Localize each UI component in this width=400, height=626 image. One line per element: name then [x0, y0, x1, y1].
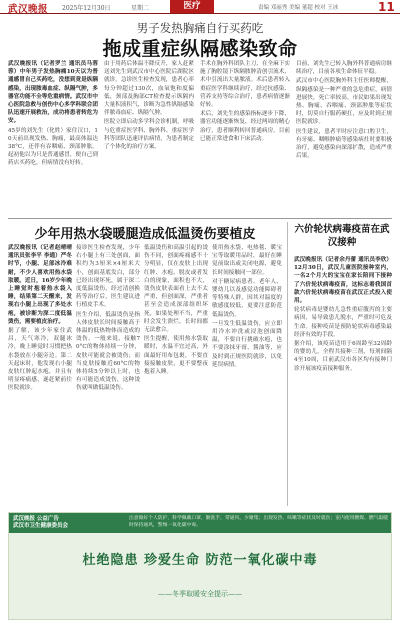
page-number: 11	[378, 0, 395, 14]
story3-paragraph: 据介绍，该疫苗适用于6周龄至32周龄的婴幼儿，全程共接种三剂，每剂间隔4至10周，目前武汉市各区均有接种门诊开展该疫苗接种服务。	[294, 341, 392, 372]
story1-paragraph: 45岁的刘先生（化姓）家住汉口，10天前出现发热、胸痛，最高体温达38°C，还伴有吞咽痛、颈部肿胀。起初他以为只是普通感冒，便自己到药店买药吃，但病情没有好转。	[8, 127, 98, 167]
story3-headline: 六价轮状病毒疫苗在武汉接种	[294, 224, 390, 248]
ad-slogan: 杜绝隐患 珍爱生命 防范一氧化碳中毒	[82, 553, 318, 568]
story1-paragraph: 手术在胸外科团队主刀，在全麻下实施了胸腔镜下纵隔脓肿清创引流术，术中引流出大量脓液。术后患者转入重症医学科继续治疗，经过抗感染、营养支持等综合治疗，患者病情逐渐好转。	[200, 61, 290, 109]
newspaper-logo: 武汉晚报	[8, 4, 49, 15]
story2-paragraph: 医生提醒，使用热水袋取暖时，水温不宜过高，外面最好用布包裹，不要直接接触皮肤，更不要整夜抱着入睡。	[144, 336, 208, 376]
section-tag: 医疗	[170, 0, 214, 13]
ad-header-band	[9, 513, 391, 533]
ad-guidelines: 注意做好个人防护，科学佩戴口罩，勤洗手，常通风，少聚集；出现发热、咳嗽等症状及时就医；室内使用燃煤、燃气取暖时保持通风，警惕一氧化碳中毒。	[129, 516, 389, 528]
ad-subtitle: ——冬季取暖安全提示——	[158, 590, 242, 598]
public-service-ad	[8, 512, 392, 620]
ad-brand	[13, 516, 68, 530]
story2-paragraph: 武汉晚报讯（记者赵晴晴 通讯员张李平 李通）严冬时节，小腿、足部冰冷难耐，不少人喜欢用热水袋取暖。近日，16岁少年晚上睡觉时抱着热水袋入睡，结果第二天醒来，发现右小腿上出现了多处水疱，被诊断为深二度低温烫伤，需要植皮治疗。	[8, 245, 72, 325]
masthead	[0, 0, 400, 14]
column-divider	[287, 222, 288, 506]
story2-headline: 少年用热水袋暖腿造成低温烫伤要植皮	[34, 227, 256, 242]
story2-paragraph: 接诊医生检查发现，少年右小腿上有三处创面，面积约为3厘米×4厘米大小，创面基底发白，部分已经出现坏死，属于深二度低温烫伤，经过清创换药等治疗后，医生建议进行植皮手术。	[76, 245, 140, 309]
story1-column-2	[104, 60, 194, 215]
story2-column-1	[8, 244, 72, 506]
story2-column-4	[212, 244, 282, 506]
story2-paragraph: 使用热水袋、电热毯、暖宝宝等取暖用品时，最好在睡觉前取出或关闭电源，避免长时间接触同一部位。	[212, 245, 282, 276]
story1-column-3	[200, 60, 290, 215]
story2-paragraph: 据了解，该少年家住武昌，天气寒冷，双腿冰冷，晚上睡觉时习惯把热水袋放在小腿旁边。第二天起床时，他发现右小腿皮肤红肿起水疱，并且有明显疼痛感，遂赶紧前往医院就诊。	[8, 328, 72, 392]
story1-paragraph: 术后，刘先生的感染指标逐步下降，器官功能逐渐恢复，经过两周的精心治疗，患者顺利转回普通病房，目前已能正常进食和下床活动。	[200, 111, 290, 142]
story2-paragraph: 对于糖尿病患者、老年人、婴幼儿以及感觉功能障碍者等特殊人群，因其对温度的敏感度较低，更要注意防范低温烫伤。	[212, 278, 282, 318]
story3-column	[294, 256, 392, 506]
story1-subtitle: 男子发热胸痛自行买药吃	[136, 21, 264, 35]
story1-paragraph: 医院立即启动多学科会诊机制，呼吸与危重症医学科、胸外科、重症医学科等团队迅速评估病情，为患者制定了个体化的治疗方案。	[104, 119, 194, 151]
story1-paragraph: 武汉市中心医院胸外科主任医师提醒，纵隔感染是一种严重的急危重症，病情进展快，死亡率较高。市民如果出现发热、胸痛、吞咽痛、颈部肿胀等症状时，切莫自行服药硬扛，应及时到正规医院就诊。	[296, 78, 392, 126]
editor-credits: 责编 邓丽秀 美编 董超 校对 王冰	[258, 5, 339, 11]
section-divider	[8, 218, 392, 219]
story2-paragraph: 一旦发生低温烫伤，应立即用冷水冲洗或浸泡创面降温，不要自行挑破水疱，也不要涂抹牙膏、酱油等，应及时到正规医院就诊，以免延误病情。	[212, 320, 282, 368]
issue-date: 2025年12月30日	[62, 5, 111, 12]
story2-paragraph: 低温烫伤和高温引起的烫伤不同，创面疼痛感不十分明显，仅在皮肤上出现红肿、水疱、脱皮或者发白的现象，面积也不大，烫伤皮肤表面看上去不太严重，但创面深，严重者甚至会造成深部组织坏死，如果处理不当，严重时会发生溃烂，长时间都无法愈合。	[144, 245, 208, 334]
issue-weekday: 星期二	[131, 5, 150, 12]
story1-paragraph: 由于用药后体温不降反升，家人赶紧送刘先生到武汉市中心医院后湖院区就诊。急诊医生检查发现，患者心率每分钟超过130次，血氧饱和度偏低，颈部及胸部CT检查提示纵隔内大量积液积气，诊断为急性纵隔感染伴脓毒血症、纵隔气肿。	[104, 61, 194, 117]
ad-brand-line: 武汉市卫生健康委员会	[13, 523, 69, 529]
story2-column-2	[76, 244, 140, 506]
story2-column-3	[144, 244, 208, 506]
story1-headline: 拖成重症纵隔感染致命	[102, 38, 298, 60]
story1-paragraph: 医生建议，患者平时应注意口腔卫生，有牙痛、咽喉肿痛等感染病灶时要积极治疗，避免感染向深部扩散，造成严重后果。	[296, 128, 392, 160]
story2-paragraph: 医生介绍，低温烫伤是指人体皮肤长时间接触高于体温的低热物体而造成的烫伤。一般来说，接触70°C的物体持续一分钟，皮肤可能就会被烫伤；而当皮肤接触近60°C的物体持续5分钟以上时，也有可能造成烫伤，这种烫伤就叫做低温烫伤。	[76, 311, 140, 392]
story3-paragraph: 轮状病毒是婴幼儿急性重症腹泻的主要病因，易导致患儿脱水，严重时可危及生命。接种疫苗是预防轮状病毒感染最经济有效的手段。	[294, 307, 392, 338]
ad-brand-line: 武汉晚报 公益广告	[13, 516, 59, 522]
story3-paragraph: 武汉晚报讯（记者余丹蕾 通讯员李欣）12月30日，武汉儿童医院接种室内，一名2个月大的宝宝在家长陪同下接种了六价轮状病毒疫苗，这标志着我国首款六价轮状病毒疫苗在武汉正式投入使用。	[294, 257, 392, 305]
story1-column-4	[296, 60, 392, 215]
story1-paragraph: 目前，刘先生已转入胸外科普通病房继续治疗，目前各项生命体征平稳。	[296, 61, 392, 76]
story1-paragraph: 武汉晚报讯（记者罗兰 通讯员马蓉蓉）中年男子发热胸痛10天以为普通感冒自己买药吃，没想到竟是纵隔感染，出现脓毒血症、纵隔气肿，多器官功能不全等危重病情。武汉市中心医院急救与创伤中心多学科联合团队迅速开展救治，成功将患者转危为安。	[8, 61, 98, 125]
story1-column-1	[8, 60, 98, 215]
